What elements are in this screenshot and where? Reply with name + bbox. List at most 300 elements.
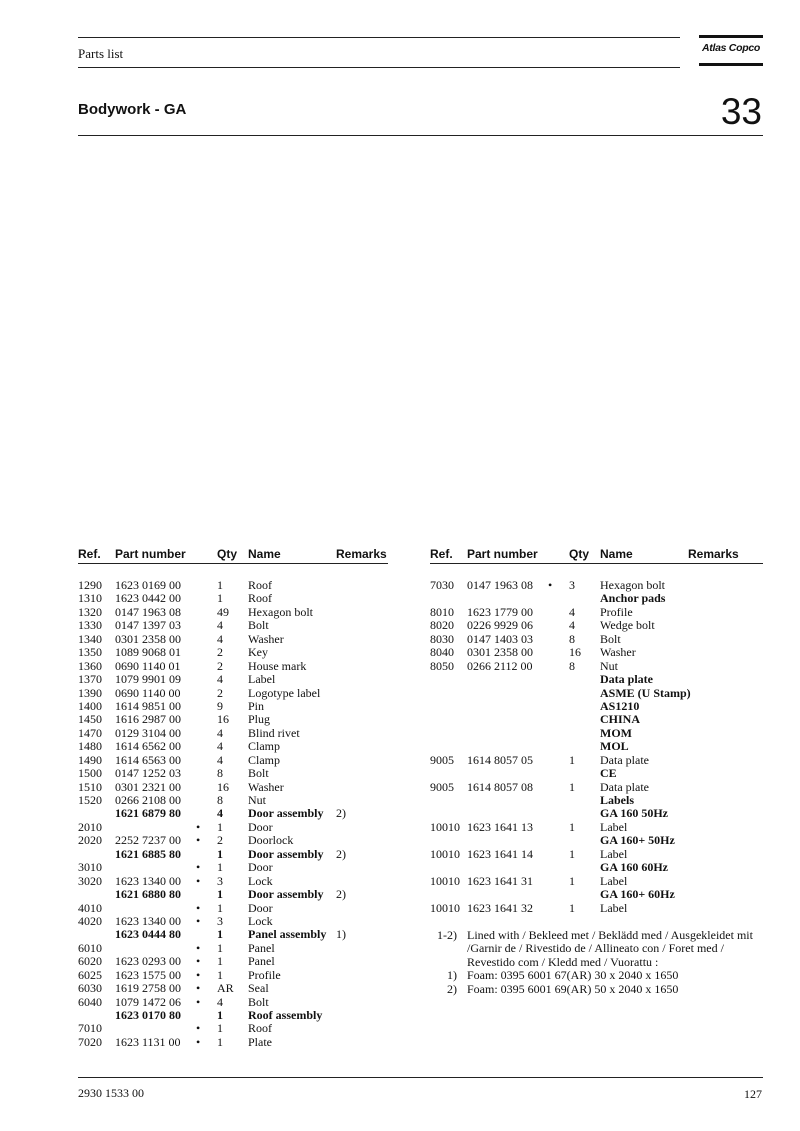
cell-bullet: •: [548, 578, 553, 592]
cell-name: Plate: [248, 1034, 272, 1049]
cell-name: Key: [248, 645, 268, 660]
cell-name: Label: [600, 873, 628, 888]
cell-part-number: 1614 8057 05: [467, 752, 533, 767]
cell-name: Lock: [248, 913, 273, 928]
cell-part-number: 0301 2358 00: [467, 645, 533, 660]
cell-name: Nut: [600, 658, 618, 673]
cell-qty: 1: [217, 954, 223, 969]
table-row: [78, 633, 388, 646]
cell-remarks: 2): [336, 887, 346, 902]
table-row: [78, 821, 388, 834]
cell-ref: 1320: [78, 604, 102, 619]
page-number: 127: [744, 1087, 762, 1101]
cell-part-number: 0301 2321 00: [115, 779, 181, 794]
table-row: [430, 902, 763, 915]
cell-name: Plug: [248, 712, 271, 727]
cell-name: Bolt: [248, 766, 269, 781]
footnote-key: 1-2): [437, 927, 457, 942]
table-row: [78, 875, 388, 888]
left-rows: [78, 579, 388, 1049]
cell-qty: 4: [217, 739, 223, 754]
cell-name: Bolt: [600, 631, 621, 646]
cell-qty: 1: [217, 591, 223, 606]
cell-ref: 1490: [78, 752, 102, 767]
cell-name: GA 160+ 60Hz: [600, 887, 675, 902]
cell-qty: 4: [217, 618, 223, 633]
table-row: [430, 821, 763, 834]
cell-qty: 16: [569, 645, 581, 660]
col-ref: Ref.: [430, 547, 453, 561]
right-rows: [430, 579, 763, 915]
table-row: [78, 619, 388, 632]
cell-ref: 3020: [78, 873, 102, 888]
cell-qty: 1: [217, 967, 223, 982]
cell-part-number: 1079 1472 06: [115, 994, 181, 1009]
cell-name: MOL: [600, 739, 629, 754]
cell-name: Roof: [248, 1021, 272, 1036]
cell-part-number: 1621 6885 80: [115, 846, 181, 861]
cell-part-number: 1614 6562 00: [115, 739, 181, 754]
cell-name: Panel: [248, 940, 275, 955]
cell-ref: 2020: [78, 833, 102, 848]
cell-part-number: 0147 1963 08: [115, 604, 181, 619]
cell-qty: 8: [569, 658, 575, 673]
cell-name: Profile: [600, 604, 633, 619]
footnote: [430, 969, 763, 982]
cell-ref: 6030: [78, 981, 102, 996]
table-row: [430, 579, 763, 592]
cell-name: Panel: [248, 954, 275, 969]
cell-ref: 7020: [78, 1034, 102, 1049]
cell-ref: 8030: [430, 631, 454, 646]
table-row: [430, 794, 763, 807]
cell-name: AS1210: [600, 698, 640, 713]
cell-bullet: •: [196, 967, 201, 982]
cell-qty: 49: [217, 604, 229, 619]
atlas-copco-logo: [699, 35, 763, 67]
cell-part-number: 1623 0444 80: [115, 927, 181, 942]
cell-name: Door assembly: [248, 887, 324, 902]
table-row: [430, 781, 763, 794]
cell-part-number: 0129 3104 00: [115, 725, 181, 740]
table-row: [430, 848, 763, 861]
cell-qty: 2: [217, 658, 223, 673]
cell-part-number: 0147 1252 03: [115, 766, 181, 781]
cell-part-number: 1616 2987 00: [115, 712, 181, 727]
cell-name: MOM: [600, 725, 632, 740]
cell-name: GA 160 60Hz: [600, 860, 668, 875]
table-row: [430, 875, 763, 888]
cell-part-number: 1623 1340 00: [115, 873, 181, 888]
table-row: [78, 955, 388, 968]
table-row: [78, 902, 388, 915]
cell-qty: AR: [217, 981, 234, 996]
table-row: [78, 807, 388, 820]
cell-qty: 1: [569, 873, 575, 888]
cell-part-number: 1614 9851 00: [115, 698, 181, 713]
table-row: [78, 915, 388, 928]
cell-part-number: 1623 1641 14: [467, 846, 533, 861]
cell-name: Bolt: [248, 618, 269, 633]
footnote-text: Foam: 0395 6001 67(AR) 30 x 2040 x 1650: [467, 968, 679, 983]
table-row: [430, 633, 763, 646]
cell-part-number: 1614 8057 08: [467, 779, 533, 794]
table-row: [78, 1036, 388, 1049]
cell-part-number: 1623 1340 00: [115, 913, 181, 928]
cell-name: Doorlock: [248, 833, 294, 848]
cell-part-number: 1623 1779 00: [467, 604, 533, 619]
cell-part-number: 1079 9901 09: [115, 672, 181, 687]
table-row: [430, 700, 763, 713]
table-row: [430, 888, 763, 901]
cell-ref: 8040: [430, 645, 454, 660]
table-row: [430, 727, 763, 740]
cell-name: Clamp: [248, 739, 280, 754]
cell-qty: 3: [569, 578, 575, 592]
cell-part-number: 1623 0169 00: [115, 578, 181, 592]
table-row: [78, 646, 388, 659]
cell-qty: 8: [217, 766, 223, 781]
cell-part-number: 1623 1641 31: [467, 873, 533, 888]
cell-ref: 9005: [430, 752, 454, 767]
header-label: Parts list: [78, 46, 124, 61]
cell-name: Label: [600, 846, 628, 861]
cell-bullet: •: [196, 860, 201, 875]
table-row: [430, 646, 763, 659]
cell-name: Roof: [248, 578, 272, 592]
cell-name: Door assembly: [248, 806, 324, 821]
cell-name: Door: [248, 900, 273, 915]
cell-bullet: •: [196, 954, 201, 969]
cell-qty: 4: [569, 618, 575, 633]
cell-qty: 1: [569, 779, 575, 794]
table-row: [78, 687, 388, 700]
document-code: 2930 1533 00: [78, 1086, 144, 1100]
cell-qty: 9: [217, 698, 223, 713]
cell-bullet: •: [196, 981, 201, 996]
cell-ref: 7030: [430, 578, 454, 592]
cell-bullet: •: [196, 940, 201, 955]
cell-part-number: 1089 9068 01: [115, 645, 181, 660]
table-row: [78, 767, 388, 780]
cell-name: Wedge bolt: [600, 618, 655, 633]
cell-part-number: 1623 1641 32: [467, 900, 533, 915]
cell-part-number: 0147 1397 03: [115, 618, 181, 633]
cell-qty: 1: [217, 887, 223, 902]
cell-qty: 2: [217, 645, 223, 660]
cell-name: Labels: [600, 793, 635, 807]
table-row: [78, 781, 388, 794]
cell-part-number: 1614 6563 00: [115, 752, 181, 767]
cell-ref: 1310: [78, 591, 102, 606]
table-header: [430, 546, 763, 564]
col-name: Name: [600, 547, 633, 561]
cell-name: Profile: [248, 967, 281, 982]
table-row: [78, 592, 388, 605]
cell-ref: 6040: [78, 994, 102, 1009]
cell-name: Lock: [248, 873, 273, 888]
cell-ref: 1400: [78, 698, 102, 713]
cell-bullet: •: [196, 900, 201, 915]
table-row: [430, 619, 763, 632]
cell-name: Washer: [248, 779, 284, 794]
cell-qty: 4: [217, 994, 223, 1009]
table-row: [78, 928, 388, 941]
cell-part-number: 1621 6880 80: [115, 887, 181, 902]
cell-part-number: 0301 2358 00: [115, 631, 181, 646]
section-title: Bodywork - GA: [78, 101, 187, 118]
cell-name: Logotype label: [248, 685, 321, 700]
cell-ref: 6025: [78, 967, 102, 982]
col-qty: Qty: [569, 547, 590, 561]
table-row: [78, 834, 388, 847]
cell-part-number: 0266 2112 00: [467, 658, 533, 673]
cell-qty: 3: [217, 873, 223, 888]
cell-ref: 1360: [78, 658, 102, 673]
table-row: [78, 861, 388, 874]
col-part-number: Part number: [115, 547, 186, 561]
cell-qty: 1: [569, 819, 575, 834]
cell-name: Blind rivet: [248, 725, 300, 740]
cell-qty: 4: [217, 672, 223, 687]
cell-ref: 10010: [430, 819, 460, 834]
table-row: [78, 579, 388, 592]
cell-name: Data plate: [600, 752, 649, 767]
cell-qty: 16: [217, 712, 229, 727]
cell-ref: 9005: [430, 779, 454, 794]
table-row: [78, 848, 388, 861]
cell-name: CE: [600, 766, 617, 781]
cell-ref: 8050: [430, 658, 454, 673]
col-qty: Qty: [217, 547, 238, 561]
table-row: [430, 767, 763, 780]
cell-qty: 1: [569, 900, 575, 915]
table-row: [78, 794, 388, 807]
cell-qty: 1: [217, 1034, 223, 1049]
cell-ref: 2010: [78, 819, 102, 834]
cell-name: Seal: [248, 981, 269, 996]
cell-name: Hexagon bolt: [248, 604, 313, 619]
cell-ref: 1340: [78, 631, 102, 646]
footnote: [430, 929, 763, 969]
cell-part-number: 1623 0170 80: [115, 1008, 181, 1022]
footnote: [430, 983, 763, 996]
cell-bullet: •: [196, 994, 201, 1009]
cell-part-number: 0226 9929 06: [467, 618, 533, 633]
table-row: [78, 1022, 388, 1035]
cell-qty: 1: [217, 860, 223, 875]
section-page-number: 33: [720, 91, 762, 132]
cell-name: Nut: [248, 793, 266, 807]
cell-qty: 8: [569, 631, 575, 646]
cell-qty: 1: [217, 927, 223, 942]
table-row: [78, 727, 388, 740]
cell-part-number: 0147 1963 08: [467, 578, 533, 592]
cell-name: Label: [600, 900, 628, 915]
cell-qty: 1: [569, 752, 575, 767]
cell-qty: 1: [217, 1008, 223, 1022]
cell-bullet: •: [196, 1021, 201, 1036]
cell-ref: 6020: [78, 954, 102, 969]
cell-bullet: •: [196, 873, 201, 888]
table-row: [430, 807, 763, 820]
table-row: [78, 660, 388, 673]
footnote-text: Lined with / Bekleed met / Beklädd med / Ausgekleidet mit /Garnir de / Rivestido de / Allineato con / Foret med / Revestido com / Kledd med / Vuorattu :: [467, 927, 753, 969]
cell-ref: 1520: [78, 793, 102, 807]
table-row: [78, 996, 388, 1009]
table-row: [78, 606, 388, 619]
table-row: [430, 606, 763, 619]
cell-ref: 1510: [78, 779, 102, 794]
cell-ref: 1480: [78, 739, 102, 754]
cell-qty: 4: [217, 752, 223, 767]
cell-name: Door assembly: [248, 846, 324, 861]
cell-qty: 16: [217, 779, 229, 794]
col-ref: Ref.: [78, 547, 101, 561]
cell-qty: 1: [569, 846, 575, 861]
cell-part-number: 1623 1575 00: [115, 967, 181, 982]
col-remarks: Remarks: [336, 547, 387, 561]
cell-name: Data plate: [600, 672, 653, 687]
cell-qty: 1: [217, 819, 223, 834]
cell-name: Door: [248, 860, 273, 875]
parts-table-right: [430, 546, 763, 996]
cell-ref: 1350: [78, 645, 102, 660]
table-row: [430, 660, 763, 673]
cell-remarks: 2): [336, 806, 346, 821]
table-row: [430, 861, 763, 874]
footnotes: [430, 929, 763, 996]
footnote-text: Foam: 0395 6001 69(AR) 50 x 2040 x 1650: [467, 981, 679, 996]
cell-name: Data plate: [600, 779, 649, 794]
cell-ref: 1330: [78, 618, 102, 633]
cell-bullet: •: [196, 819, 201, 834]
cell-part-number: 1623 0442 00: [115, 591, 181, 606]
cell-name: Roof assembly: [248, 1008, 323, 1022]
cell-ref: 10010: [430, 873, 460, 888]
cell-name: Pin: [248, 698, 265, 713]
cell-name: CHINA: [600, 712, 641, 727]
cell-part-number: 1623 0293 00: [115, 954, 181, 969]
table-row: [78, 982, 388, 995]
cell-qty: 8: [217, 793, 223, 807]
cell-ref: 4010: [78, 900, 102, 915]
cell-name: Washer: [600, 645, 636, 660]
cell-part-number: 0690 1140 01: [115, 658, 181, 673]
cell-part-number: 1623 1131 00: [115, 1034, 181, 1049]
table-row: [430, 673, 763, 686]
cell-ref: 6010: [78, 940, 102, 955]
header-top-rule: [78, 37, 680, 38]
cell-part-number: 1619 2758 00: [115, 981, 181, 996]
cell-ref: 1370: [78, 672, 102, 687]
footnote-key: 1): [447, 968, 457, 983]
cell-name: Clamp: [248, 752, 280, 767]
table-row: [78, 969, 388, 982]
table-row: [78, 942, 388, 955]
cell-name: GA 160 50Hz: [600, 806, 668, 821]
cell-part-number: 0690 1140 00: [115, 685, 181, 700]
cell-name: Hexagon bolt: [600, 578, 665, 592]
cell-qty: 4: [217, 806, 223, 821]
cell-qty: 1: [217, 846, 223, 861]
cell-part-number: 0147 1403 03: [467, 631, 533, 646]
cell-qty: 4: [569, 604, 575, 619]
table-row: [78, 740, 388, 753]
cell-name: Bolt: [248, 994, 269, 1009]
cell-name: House mark: [248, 658, 307, 673]
cell-name: GA 160+ 50Hz: [600, 833, 675, 848]
cell-name: Anchor pads: [600, 591, 666, 606]
cell-ref: 10010: [430, 900, 460, 915]
cell-qty: 2: [217, 685, 223, 700]
cell-ref: 4020: [78, 913, 102, 928]
cell-ref: 7010: [78, 1021, 102, 1036]
cell-name: ASME (U Stamp): [600, 685, 691, 700]
cell-name: Label: [248, 672, 276, 687]
cell-ref: 8010: [430, 604, 454, 619]
table-row: [430, 687, 763, 700]
cell-name: Label: [600, 819, 628, 834]
cell-ref: 1290: [78, 578, 102, 592]
table-row: [430, 713, 763, 726]
cell-part-number: 1623 1641 13: [467, 819, 533, 834]
cell-part-number: 2252 7237 00: [115, 833, 181, 848]
cell-qty: 1: [217, 940, 223, 955]
cell-remarks: 1): [336, 927, 346, 942]
header-bottom-rule: [78, 67, 680, 68]
logo-text: Atlas Copco: [702, 42, 760, 54]
table-row: [78, 700, 388, 713]
table-row: [78, 673, 388, 686]
table-row: [430, 592, 763, 605]
footer-rule: [78, 1077, 763, 1078]
cell-ref: 3010: [78, 860, 102, 875]
cell-qty: 1: [217, 578, 223, 592]
parts-table-left: [78, 546, 388, 1049]
cell-ref: 10010: [430, 846, 460, 861]
cell-name: Washer: [248, 631, 284, 646]
cell-ref: 1470: [78, 725, 102, 740]
col-part-number: Part number: [467, 547, 538, 561]
table-row: [78, 1009, 388, 1022]
table-row: [78, 754, 388, 767]
cell-qty: 4: [217, 725, 223, 740]
cell-name: Roof: [248, 591, 272, 606]
table-row: [430, 740, 763, 753]
cell-part-number: 1621 6879 80: [115, 806, 181, 821]
cell-name: Panel assembly: [248, 927, 327, 942]
cell-qty: 3: [217, 913, 223, 928]
cell-bullet: •: [196, 1034, 201, 1049]
table-header: [78, 546, 388, 564]
table-row: [78, 888, 388, 901]
table-row: [430, 834, 763, 847]
table-row: [78, 713, 388, 726]
cell-qty: 2: [217, 833, 223, 848]
cell-ref: 8020: [430, 618, 454, 633]
cell-part-number: 0266 2108 00: [115, 793, 181, 807]
title-rule: [78, 135, 763, 136]
cell-remarks: 2): [336, 846, 346, 861]
cell-qty: 1: [217, 1021, 223, 1036]
col-name: Name: [248, 547, 281, 561]
col-remarks: Remarks: [688, 547, 739, 561]
footnote-key: 2): [447, 981, 457, 996]
cell-qty: 4: [217, 631, 223, 646]
cell-bullet: •: [196, 833, 201, 848]
cell-ref: 1390: [78, 685, 102, 700]
